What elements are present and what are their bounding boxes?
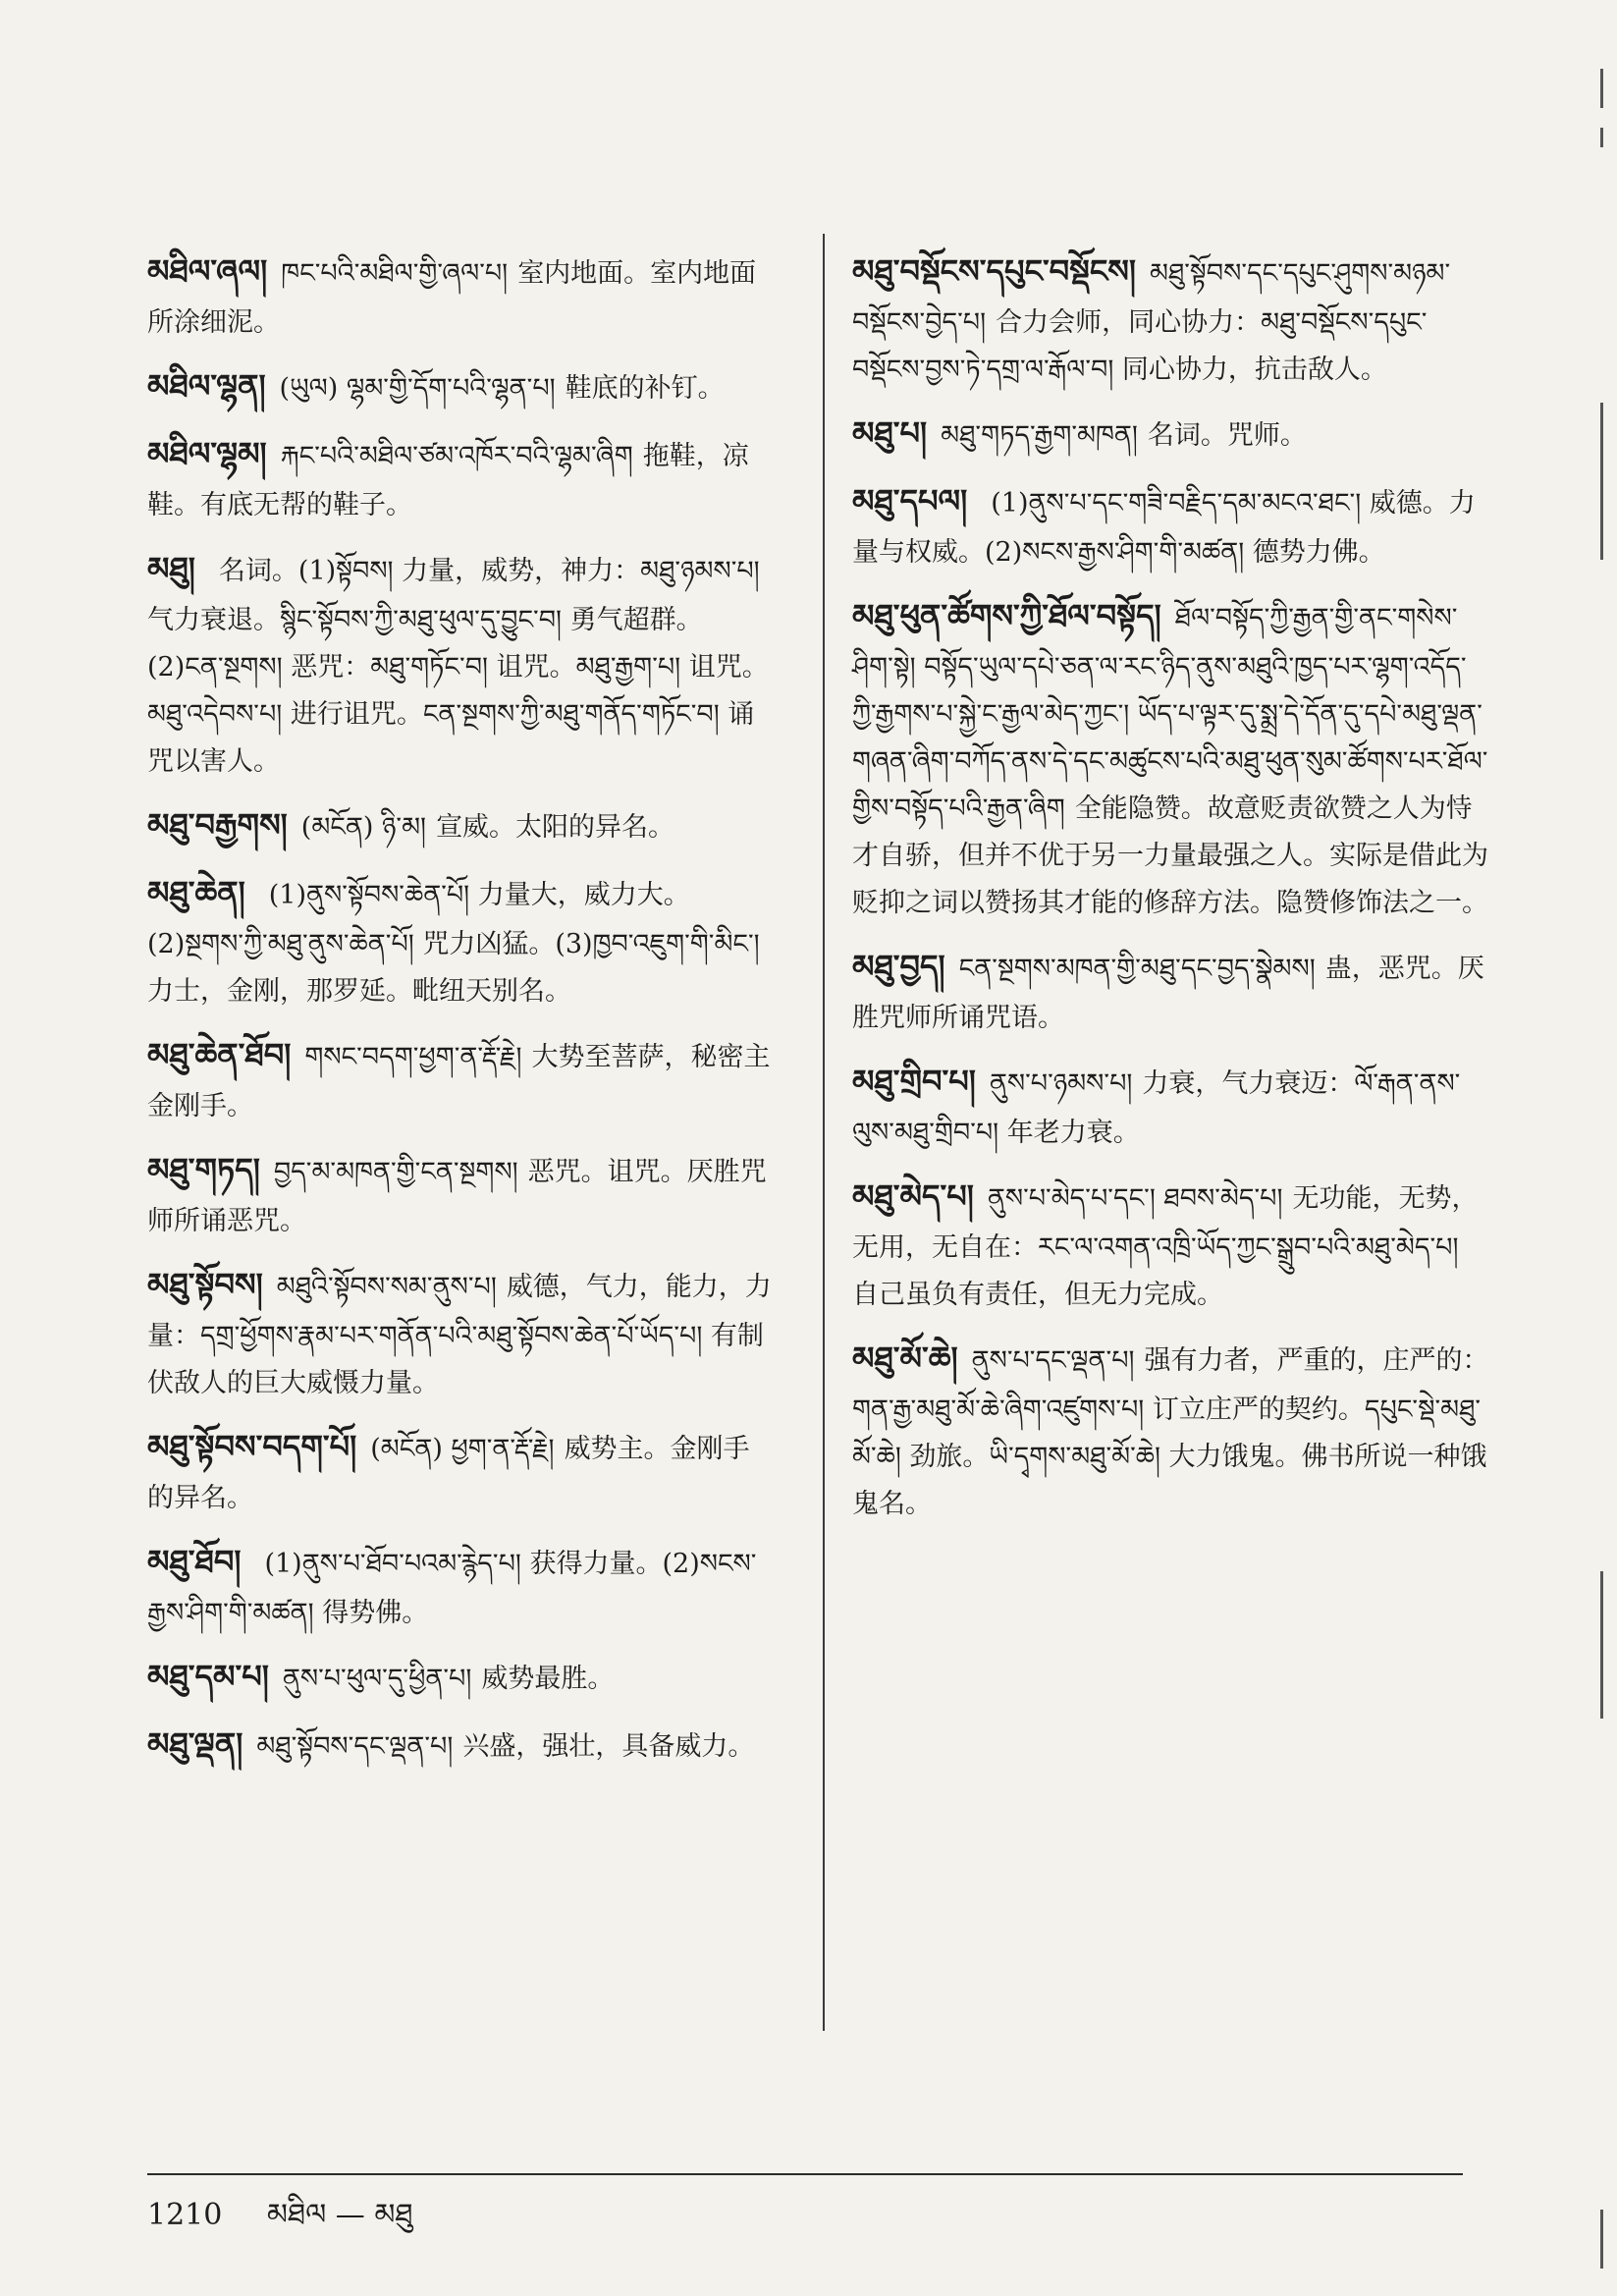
tibetan-definition: ནུས་པ་ཕུལ་དུ་ཕྱིན་པ། bbox=[282, 1664, 472, 1695]
chinese-definition: 名词。咒师。 bbox=[1147, 420, 1307, 452]
left-column bbox=[147, 244, 776, 1784]
headword: མཐིལ་ལྷམ། bbox=[147, 434, 267, 472]
dictionary-entry bbox=[147, 1717, 776, 1773]
column-divider bbox=[823, 234, 825, 2031]
headword: མཐུ་གྲིབ་པ། bbox=[852, 1063, 976, 1101]
tibetan-definition: ཐོལ་བསྟོད་ཀྱི་རྒྱན་གྱི་ནང་གསེས་ཤིག་སྟེ། བསྟོད་ཡུལ་དཔེ་ཅན་ལ་རང་ཉིད་ནུས་མཐུའི་ཁྱད་པར་ལྷག་འདོད་ཀྱི་རྒྱགས་པ་སྐྱེ་ང་རྒྱལ་མེད་ཀྱང་། ཡོད་པ་ལྟར་དུ་སྨྲ་དེ་དོན་དུ་དཔེ་མཐུ་ལྡན་གཞན་ཞིག་བཀོད་ནས་དེ་དང་མཚུངས་པའི་མཐུ་ཕུན་སུམ་ཚོགས་པར་ཐོལ་གྱིས་བསྟོད་པའི་རྒྱན་ཞིག bbox=[852, 603, 1488, 825]
chinese-definition: 恶咒。诅咒。厌胜咒师所诵恶咒。 bbox=[147, 1157, 767, 1237]
footer-rule bbox=[147, 2173, 1463, 2175]
right-column bbox=[852, 244, 1490, 1540]
dictionary-entry bbox=[147, 1534, 776, 1637]
chinese-definition: 威德，气力，能力，力量：དགྲ་ཕྱོགས་རྣམ་པར་གནོན་པའི་མཐུ་སྟོབས་ཆེན་པོ་ཡོད་པ། 有制伏敌人的巨大威慑力量。 bbox=[147, 1272, 772, 1399]
tibetan-definition: ངན་སྔགས་མཁན་གྱི་མཐུ་དང་བྱད་སྣེམས། bbox=[958, 954, 1316, 985]
dictionary-entry bbox=[147, 1649, 776, 1705]
tibetan-definition: ནུས་པ་ཉམས་པ། bbox=[989, 1068, 1133, 1100]
dictionary-entry bbox=[147, 358, 776, 414]
dictionary-entry bbox=[852, 1054, 1490, 1157]
headword: མཐིལ་ཞལ། bbox=[147, 252, 268, 290]
tibetan-definition: ནུས་པ་དང་ལྡན་པ། bbox=[971, 1345, 1135, 1377]
chinese-definition: 强有力者，严重的，庄严的：གན་རྒྱ་མཐུ་མོ་ཆེ་ཞིག་འཛུགས་པ། 订立庄严的契约。དཔུང་སྡེ་མཐུ་མོ་ཆེ། 劲旅。ཡི་དྭགས་མཐུ་མོ་ཆེ། 大力饿鬼。佛书所说一种饿鬼名。 bbox=[852, 1345, 1489, 1520]
headword: མཐུ་ལྡན། bbox=[147, 1725, 243, 1764]
dictionary-entry bbox=[147, 541, 776, 786]
chinese-definition: (1)ནུས་པ་དང་གཟི་བརྗིད་དམ་མངའ་ཐང་། 威德。力量与权威。(2)སངས་རྒྱས་ཤིག་གི་མཚན། 德势力佛。 bbox=[852, 488, 1476, 568]
chinese-definition: 蛊，恶咒。厌胜咒师所诵咒语。 bbox=[852, 954, 1484, 1034]
dictionary-entry bbox=[147, 1419, 776, 1522]
headword: མཐུ་ཆེན། bbox=[147, 874, 245, 912]
headword: མཐུ་པ། bbox=[852, 414, 928, 453]
tibetan-definition: མཐུ་གཏད་རྒྱག་མཁན། bbox=[941, 420, 1138, 452]
chinese-definition: 无功能，无势，无用，无自在：རང་ལ་འགན་འཁྲི་ཡོད་ཀྱང་སྒྲུབ་པའི་མཐུ་མེད་པ། 自己虽负有责任，但无力完成。 bbox=[852, 1183, 1479, 1311]
tibetan-definition: བྱད་མ་མཁན་གྱི་ངན་སྔགས། bbox=[273, 1157, 518, 1188]
tibetan-definition: གསང་བདག་ཕྱག་ན་རྡོ་རྗེ། bbox=[304, 1042, 522, 1073]
dictionary-entry bbox=[147, 1142, 776, 1245]
chinese-definition: 室内地面。室内地面所涂细泥。 bbox=[147, 258, 757, 338]
dictionary-entry bbox=[852, 406, 1490, 462]
headword: མཐུ་བསྡོངས་དཔུང་བསྡོངས། bbox=[852, 252, 1136, 290]
chinese-definition: 名词。(1)སྟོབས། 力量，威势，神力：མཐུ་ཉམས་པ། 气力衰退。སྙིང་སྟོབས་ཀྱི་མཐུ་ཕུལ་དུ་བྱུང་བ། 勇气超群。(2)ངན་སྔགས། 恶咒：མཐུ་གཏོང་བ། 诅咒。མཐུ་རྒྱག་པ། 诅咒。མཐུ་འདེབས་པ། 进行诅咒。ངན་སྔགས་ཀྱི་མཐུ་གནོད་གཏོང་བ། 诵咒以害人。 bbox=[147, 555, 769, 778]
dictionary-entry bbox=[147, 1257, 776, 1407]
chinese-definition: (1)ནུས་སྟོབས་ཆེན་པོ། 力量大，威力大。(2)སྔགས་ཀྱི་མཐུ་ནུས་ཆེན་པོ། 咒力凶猛。(3)ཁྱབ་འཇུག་གི་མིང་། 力士，金刚，那罗延。毗纽天别名。 bbox=[147, 880, 760, 1008]
headword: མཐུ་སྟོབས། bbox=[147, 1266, 263, 1304]
headword: མཐུ་དཔལ། bbox=[852, 482, 968, 519]
dictionary-entry bbox=[147, 426, 776, 529]
headword: མཐུ་གཏད། bbox=[147, 1151, 260, 1189]
tibetan-definition: (མངོན) ཕྱག་ན་རྡོ་རྗེ། bbox=[370, 1434, 555, 1465]
tibetan-definition: (ཡུལ) ལྷམ་གྱི་དོག་པའི་ལྷན་པ། bbox=[279, 373, 556, 404]
headword: མཐུ་ཆེན་ཐོབ། bbox=[147, 1036, 292, 1074]
chinese-definition: 全能隐赞。故意贬责欲赞之人为恃才自骄，但并不优于另一力量最强之人。实际是借此为贬抑之词以赞扬其才能的修辞方法。隐赞修饰法之一。 bbox=[852, 793, 1488, 919]
chinese-definition: 鞋底的补钉。 bbox=[565, 373, 725, 404]
tibetan-definition: རྐང་པའི་མཐིལ་ཙམ་འཁོར་བའི་ལྷམ་ཞིག bbox=[280, 440, 633, 471]
tibetan-definition: མཐུ་སྟོབས་དང་དཔུང་ཤུགས་མཉམ་བསྡོངས་བྱེད་པ། bbox=[852, 258, 1451, 338]
dictionary-entry bbox=[852, 1331, 1490, 1528]
headword: མཐུ་མེད་པ། bbox=[852, 1177, 974, 1216]
dictionary-entry bbox=[147, 1027, 776, 1130]
dictionary-entry bbox=[147, 865, 776, 1015]
dictionary-entry bbox=[852, 1169, 1490, 1319]
chinese-definition: 兴盛，强壮，具备威力。 bbox=[462, 1731, 755, 1763]
tibetan-definition: མཐུའི་སྟོབས་སམ་ནུས་པ། bbox=[276, 1272, 497, 1303]
chinese-definition: 合力会师，同心协力：མཐུ་བསྡོངས་དཔུང་བསྡོངས་བྱས་ཏེ་དགྲ་ལ་རྒོལ་བ། 同心协力，抗击敌人。 bbox=[852, 306, 1428, 385]
tibetan-definition: ཁང་པའི་མཐིལ་གྱི་ཞལ་པ། bbox=[281, 258, 509, 289]
headword: མཐུ་སྟོབས་བདག་པོ། bbox=[147, 1428, 357, 1466]
chinese-definition: 大势至菩萨，秘密主金刚手。 bbox=[147, 1042, 771, 1122]
binding-margin-marks bbox=[1580, 39, 1603, 2259]
tibetan-definition: མཐུ་སྟོབས་དང་ལྡན་པ། bbox=[256, 1731, 454, 1763]
dictionary-entry bbox=[852, 939, 1490, 1042]
headword: མཐུ། bbox=[147, 549, 195, 587]
page-footer bbox=[147, 2182, 413, 2265]
guide-words: མཐིལ — མཐུ bbox=[266, 2198, 413, 2232]
headword: མཐུ་བརྒྱགས། bbox=[147, 806, 288, 845]
dictionary-entry bbox=[852, 588, 1490, 927]
headword: མཐུ་དམ་པ། bbox=[147, 1658, 269, 1696]
headword: མཐུ་མོ་ཆེ། bbox=[852, 1339, 958, 1378]
chinese-definition: 威势最胜。 bbox=[481, 1664, 615, 1695]
dictionary-entry bbox=[147, 244, 776, 347]
tibetan-definition: (མངོན) ཉི་མ། bbox=[300, 812, 427, 844]
headword: མཐུ་ཐོབ། bbox=[147, 1543, 242, 1581]
page-number: 1210 bbox=[147, 2198, 223, 2232]
headword: མཐུ་བྱད། bbox=[852, 948, 945, 986]
dictionary-entry bbox=[852, 473, 1490, 576]
dictionary-entry bbox=[852, 244, 1490, 394]
headword: མཐུ་ཕུན་ཚོགས་ཀྱི་ཐོལ་བསྟོད། bbox=[852, 597, 1161, 634]
chinese-definition: 宣威。太阳的异名。 bbox=[436, 812, 675, 844]
chinese-definition: (1)ནུས་པ་ཐོབ་པའམ་རྙེད་པ། 获得力量。(2)སངས་རྒྱས་ཤིག་གི་མཚན། 得势佛。 bbox=[147, 1549, 757, 1629]
chinese-definition: 力衰，气力衰迈：ལོ་རྒན་ནས་ལུས་མཐུ་གྲིབ་པ། 年老力衰。 bbox=[852, 1068, 1461, 1149]
tibetan-definition: ནུས་པ་མེད་པ་དང་། ཐབས་མེད་པ། bbox=[987, 1183, 1283, 1215]
dictionary-entry bbox=[147, 797, 776, 853]
headword: མཐིལ་ལྷན། bbox=[147, 367, 266, 405]
chinese-definition: 威势主。金刚手的异名。 bbox=[147, 1434, 750, 1514]
chinese-definition: 拖鞋，凉鞋。有底无帮的鞋子。 bbox=[147, 440, 749, 520]
